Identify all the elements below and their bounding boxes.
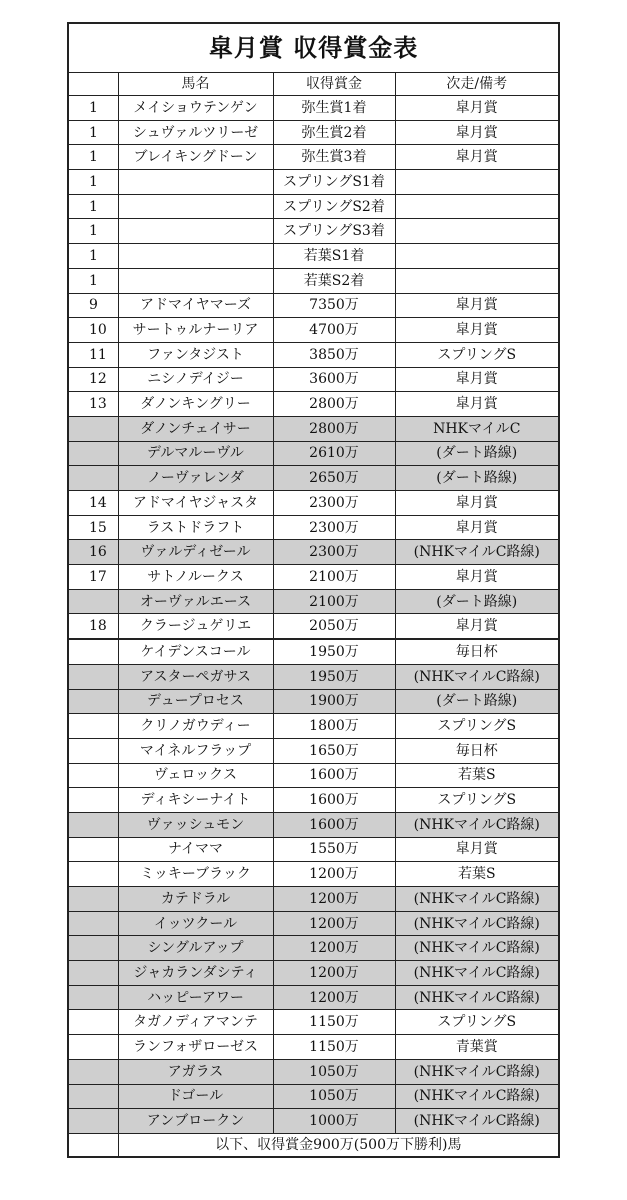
horse-name-cell <box>118 219 273 244</box>
horse-name-cell <box>118 268 273 293</box>
next-race-cell: (NHKマイルC路線) <box>395 936 559 961</box>
horse-name-cell: ヴェロックス <box>118 763 273 788</box>
next-race-cell: (NHKマイルC路線) <box>395 1109 559 1134</box>
horse-name-cell: ランフォザローゼス <box>118 1035 273 1060</box>
prize-cell: 1050万 <box>273 1059 395 1084</box>
table-row <box>68 441 559 466</box>
rank-cell: 13 <box>68 392 118 417</box>
prize-cell: 4700万 <box>273 318 395 343</box>
next-race-cell: スプリングS <box>395 1010 559 1035</box>
rank-cell <box>68 837 118 862</box>
rank-cell <box>68 714 118 739</box>
next-race-cell: 毎日杯 <box>395 639 559 664</box>
prize-cell: 2300万 <box>273 491 395 516</box>
next-race-cell <box>395 268 559 293</box>
horse-name-cell: ナイママ <box>118 837 273 862</box>
rank-cell: 12 <box>68 367 118 392</box>
prize-table <box>67 22 560 1158</box>
horse-name-cell <box>118 244 273 269</box>
header-next-race: 次走/備考 <box>395 73 559 96</box>
horse-name-cell: メイショウテンゲン <box>118 96 273 121</box>
horse-name-cell: デルマルーヴル <box>118 441 273 466</box>
horse-name-cell: ケイデンスコール <box>118 639 273 664</box>
prize-cell: 1150万 <box>273 1035 395 1060</box>
horse-name-cell: アガラス <box>118 1059 273 1084</box>
prize-cell: 2100万 <box>273 565 395 590</box>
horse-name-cell: ヴァッシュモン <box>118 812 273 837</box>
horse-name-cell: ミッキーブラック <box>118 862 273 887</box>
next-race-cell: 皐月賞 <box>395 293 559 318</box>
horse-name-cell: マイネルフラップ <box>118 738 273 763</box>
table-row <box>68 689 559 714</box>
rank-cell: 14 <box>68 491 118 516</box>
next-race-cell: 若葉S <box>395 862 559 887</box>
horse-name-cell: ラストドラフト <box>118 515 273 540</box>
rank-cell: 17 <box>68 565 118 590</box>
table-row <box>68 1035 559 1060</box>
horse-name-cell <box>118 194 273 219</box>
prize-cell: 弥生賞2着 <box>273 120 395 145</box>
next-race-cell: (ダート路線) <box>395 441 559 466</box>
next-race-cell <box>395 244 559 269</box>
prize-cell: 1200万 <box>273 936 395 961</box>
prize-cell: 若葉S2着 <box>273 268 395 293</box>
prize-cell: 弥生賞1着 <box>273 96 395 121</box>
next-race-cell: 毎日杯 <box>395 738 559 763</box>
footer-note: 以下、収得賞金900万(500万下勝利)馬 <box>118 1133 559 1157</box>
rank-cell <box>68 1035 118 1060</box>
prize-cell: 1950万 <box>273 664 395 689</box>
footer-blank-cell <box>68 1133 118 1157</box>
horse-name-cell: アドマイヤジャスタ <box>118 491 273 516</box>
horse-name-cell: ブレイキングドーン <box>118 145 273 170</box>
next-race-cell: 皐月賞 <box>395 491 559 516</box>
table-row <box>68 763 559 788</box>
prize-cell: 1200万 <box>273 985 395 1010</box>
table-row <box>68 416 559 441</box>
header-prize: 収得賞金 <box>273 73 395 96</box>
next-race-cell: (NHKマイルC路線) <box>395 961 559 986</box>
table-row <box>68 589 559 614</box>
header-row <box>68 73 559 96</box>
horse-name-cell: オーヴァルエース <box>118 589 273 614</box>
rank-cell: 1 <box>68 145 118 170</box>
horse-name-cell: ダノンキングリー <box>118 392 273 417</box>
next-race-cell: スプリングS <box>395 342 559 367</box>
prize-cell: スプリングS2着 <box>273 194 395 219</box>
horse-name-cell: ジャカランダシティ <box>118 961 273 986</box>
rank-cell <box>68 788 118 813</box>
horse-name-cell: ダノンチェイサー <box>118 416 273 441</box>
next-race-cell: NHKマイルC <box>395 416 559 441</box>
next-race-cell: 皐月賞 <box>395 145 559 170</box>
next-race-cell: (ダート路線) <box>395 466 559 491</box>
prize-cell: 1550万 <box>273 837 395 862</box>
next-race-cell: 皐月賞 <box>395 392 559 417</box>
rank-cell <box>68 1109 118 1134</box>
table-row <box>68 367 559 392</box>
next-race-cell: 青葉賞 <box>395 1035 559 1060</box>
table-row <box>68 244 559 269</box>
rank-cell <box>68 812 118 837</box>
prize-cell: 7350万 <box>273 293 395 318</box>
rank-cell: 1 <box>68 170 118 195</box>
prize-cell: 2610万 <box>273 441 395 466</box>
rank-cell <box>68 985 118 1010</box>
prize-cell: 1050万 <box>273 1084 395 1109</box>
prize-cell: 2650万 <box>273 466 395 491</box>
table-row <box>68 862 559 887</box>
table-row <box>68 738 559 763</box>
rank-cell <box>68 689 118 714</box>
horse-name-cell: ニシノデイジー <box>118 367 273 392</box>
table-row <box>68 219 559 244</box>
table-row <box>68 614 559 639</box>
rank-cell: 1 <box>68 194 118 219</box>
next-race-cell: 皐月賞 <box>395 120 559 145</box>
rank-cell <box>68 1084 118 1109</box>
next-race-cell <box>395 219 559 244</box>
horse-name-cell: アンブロークン <box>118 1109 273 1134</box>
table-row <box>68 837 559 862</box>
prize-cell: 2100万 <box>273 589 395 614</box>
footer-row <box>68 1133 559 1157</box>
table-row <box>68 1059 559 1084</box>
horse-name-cell: サートゥルナーリア <box>118 318 273 343</box>
next-race-cell: 皐月賞 <box>395 96 559 121</box>
rank-cell <box>68 961 118 986</box>
prize-cell: 2800万 <box>273 392 395 417</box>
horse-name-cell: イッツクール <box>118 911 273 936</box>
table-row <box>68 120 559 145</box>
table-row <box>68 911 559 936</box>
table-row <box>68 194 559 219</box>
prize-cell: 1200万 <box>273 887 395 912</box>
page-title: 皐月賞 収得賞金表 <box>68 23 559 73</box>
next-race-cell: (ダート路線) <box>395 589 559 614</box>
header-horse-name: 馬名 <box>118 73 273 96</box>
horse-name-cell: ハッピーアワー <box>118 985 273 1010</box>
horse-name-cell <box>118 170 273 195</box>
table-row <box>68 318 559 343</box>
rank-cell: 11 <box>68 342 118 367</box>
rank-cell <box>68 639 118 664</box>
rank-cell <box>68 887 118 912</box>
horse-name-cell: シュヴァルツリーゼ <box>118 120 273 145</box>
prize-cell: 1600万 <box>273 763 395 788</box>
horse-name-cell: ヴァルディゼール <box>118 540 273 565</box>
horse-name-cell: サトノルークス <box>118 565 273 590</box>
horse-name-cell: ファンタジスト <box>118 342 273 367</box>
prize-cell: スプリングS1着 <box>273 170 395 195</box>
next-race-cell: (NHKマイルC路線) <box>395 887 559 912</box>
prize-cell: 1600万 <box>273 812 395 837</box>
prize-cell: 1900万 <box>273 689 395 714</box>
next-race-cell: 皐月賞 <box>395 565 559 590</box>
rank-cell <box>68 911 118 936</box>
rank-cell: 1 <box>68 268 118 293</box>
table-row <box>68 985 559 1010</box>
table-row <box>68 293 559 318</box>
table-row <box>68 788 559 813</box>
table-row <box>68 1010 559 1035</box>
horse-name-cell: ノーヴァレンダ <box>118 466 273 491</box>
table-row <box>68 466 559 491</box>
next-race-cell: 皐月賞 <box>395 614 559 639</box>
horse-name-cell: アドマイヤマーズ <box>118 293 273 318</box>
rank-cell <box>68 763 118 788</box>
prize-cell: 弥生賞3着 <box>273 145 395 170</box>
table-row <box>68 342 559 367</box>
rank-cell <box>68 466 118 491</box>
next-race-cell: 皐月賞 <box>395 367 559 392</box>
rank-cell: 1 <box>68 96 118 121</box>
horse-name-cell: カテドラル <box>118 887 273 912</box>
rank-cell <box>68 441 118 466</box>
prize-cell: 1950万 <box>273 639 395 664</box>
rank-cell <box>68 1010 118 1035</box>
prize-cell: スプリングS3着 <box>273 219 395 244</box>
horse-name-cell: クリノガウディー <box>118 714 273 739</box>
next-race-cell: スプリングS <box>395 788 559 813</box>
rank-cell <box>68 1059 118 1084</box>
table-row <box>68 812 559 837</box>
prize-cell: 3850万 <box>273 342 395 367</box>
table-row <box>68 664 559 689</box>
table-row <box>68 1084 559 1109</box>
horse-name-cell: アスターペガサス <box>118 664 273 689</box>
table-row <box>68 936 559 961</box>
prize-cell: 1600万 <box>273 788 395 813</box>
rank-cell: 15 <box>68 515 118 540</box>
table-row <box>68 392 559 417</box>
rank-cell <box>68 936 118 961</box>
prize-cell: 3600万 <box>273 367 395 392</box>
next-race-cell: (NHKマイルC路線) <box>395 985 559 1010</box>
horse-name-cell: クラージュゲリエ <box>118 614 273 639</box>
table-row <box>68 170 559 195</box>
horse-name-cell: ドゴール <box>118 1084 273 1109</box>
next-race-cell: 皐月賞 <box>395 837 559 862</box>
horse-name-cell: シングルアップ <box>118 936 273 961</box>
next-race-cell: 皐月賞 <box>395 515 559 540</box>
rank-cell <box>68 738 118 763</box>
table-row <box>68 1109 559 1134</box>
rank-cell: 1 <box>68 120 118 145</box>
prize-cell: 2300万 <box>273 515 395 540</box>
table-row <box>68 515 559 540</box>
rank-cell: 10 <box>68 318 118 343</box>
table-row <box>68 565 559 590</box>
prize-cell: 1200万 <box>273 862 395 887</box>
prize-table-sheet <box>67 22 558 1158</box>
next-race-cell: (NHKマイルC路線) <box>395 812 559 837</box>
next-race-cell: (NHKマイルC路線) <box>395 1084 559 1109</box>
prize-cell: 1800万 <box>273 714 395 739</box>
rank-cell <box>68 664 118 689</box>
rank-cell <box>68 862 118 887</box>
table-row <box>68 268 559 293</box>
table-row <box>68 540 559 565</box>
horse-name-cell: タガノディアマンテ <box>118 1010 273 1035</box>
rank-cell: 1 <box>68 244 118 269</box>
prize-cell: 1650万 <box>273 738 395 763</box>
table-row <box>68 714 559 739</box>
next-race-cell: 皐月賞 <box>395 318 559 343</box>
next-race-cell: スプリングS <box>395 714 559 739</box>
prize-cell: 1200万 <box>273 911 395 936</box>
next-race-cell: (NHKマイルC路線) <box>395 664 559 689</box>
next-race-cell: (NHKマイルC路線) <box>395 1059 559 1084</box>
next-race-cell: (NHKマイルC路線) <box>395 540 559 565</box>
rank-cell: 9 <box>68 293 118 318</box>
table-row <box>68 639 559 664</box>
rank-cell: 16 <box>68 540 118 565</box>
table-row <box>68 145 559 170</box>
table-row <box>68 887 559 912</box>
next-race-cell: 若葉S <box>395 763 559 788</box>
next-race-cell: (ダート路線) <box>395 689 559 714</box>
prize-cell: 若葉S1着 <box>273 244 395 269</box>
prize-cell: 2300万 <box>273 540 395 565</box>
table-row <box>68 961 559 986</box>
table-body <box>68 96 559 1134</box>
table-row <box>68 491 559 516</box>
rank-cell <box>68 416 118 441</box>
prize-cell: 1200万 <box>273 961 395 986</box>
next-race-cell <box>395 194 559 219</box>
next-race-cell <box>395 170 559 195</box>
prize-cell: 1000万 <box>273 1109 395 1134</box>
prize-cell: 2800万 <box>273 416 395 441</box>
table-row <box>68 96 559 121</box>
prize-cell: 2050万 <box>273 614 395 639</box>
horse-name-cell: ディキシーナイト <box>118 788 273 813</box>
horse-name-cell: デュープロセス <box>118 689 273 714</box>
rank-cell: 18 <box>68 614 118 639</box>
header-rank <box>68 73 118 96</box>
next-race-cell: (NHKマイルC路線) <box>395 911 559 936</box>
rank-cell <box>68 589 118 614</box>
rank-cell: 1 <box>68 219 118 244</box>
prize-cell: 1150万 <box>273 1010 395 1035</box>
